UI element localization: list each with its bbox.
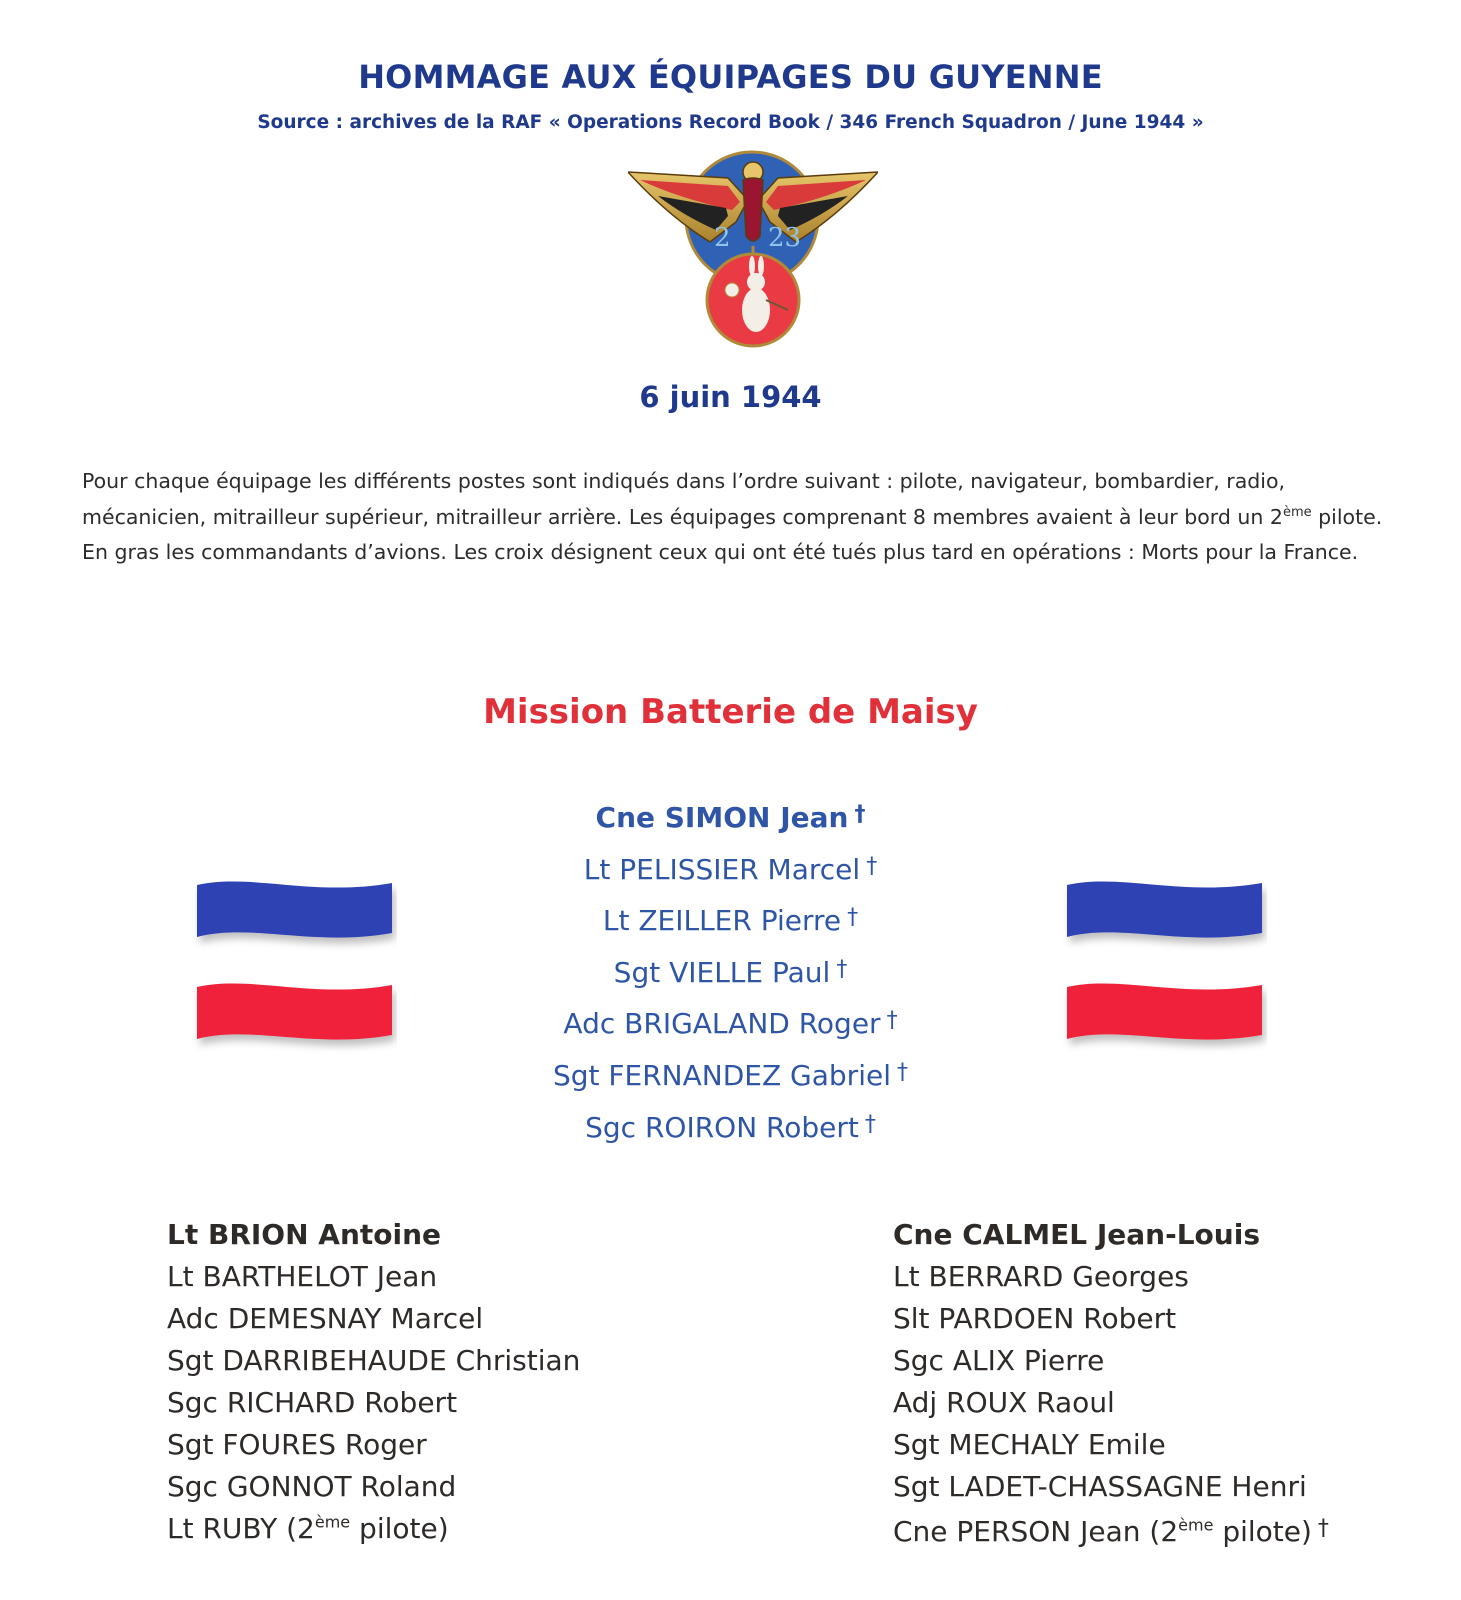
date-heading: 6 juin 1944 <box>639 380 822 414</box>
squadron-insignia-icon <box>628 150 878 350</box>
french-flag-icon <box>1062 875 1267 1055</box>
crew-member: Sgt VIELLE Paul † <box>613 955 848 989</box>
crew-member: Slt PARDOEN Robert <box>893 1302 1177 1335</box>
crew-member: Sgc RICHARD Robert <box>167 1386 458 1419</box>
crew-member: Lt BRION Antoine <box>167 1218 442 1251</box>
crew-member: Cne CALMEL Jean-Louis <box>893 1218 1260 1251</box>
crew-member: Lt BERRARD Georges <box>893 1260 1189 1293</box>
crew-member-second-pilot: Lt RUBY (2ème pilote) <box>167 1512 449 1545</box>
crew-member: Lt ZEILLER Pierre † <box>602 904 859 938</box>
cross-icon: † <box>896 1059 908 1085</box>
crew-member: Adc DEMESNAY Marcel <box>167 1302 484 1335</box>
crew-member: Sgc GONNOT Roland <box>167 1470 457 1503</box>
svg-text:2: 2 <box>714 223 731 253</box>
crew-member: Sgc ROIRON Robert † <box>585 1110 876 1144</box>
svg-text:23: 23 <box>768 223 802 253</box>
cross-icon: † <box>847 905 859 931</box>
crew-member: Adc BRIGALAND Roger † <box>563 1007 898 1041</box>
cross-icon: † <box>836 956 848 982</box>
crew-member: Lt BARTHELOT Jean <box>167 1260 438 1293</box>
crew-member-second-pilot: Cne PERSON Jean (2ème pilote) † <box>893 1515 1329 1548</box>
crew-member: Lt PELISSIER Marcel † <box>583 852 878 886</box>
cross-icon: † <box>886 1008 898 1034</box>
french-flag-icon <box>192 875 397 1055</box>
crew-member: Sgt DARRIBEHAUDE Christian <box>167 1344 581 1377</box>
crew-member: Sgt LADET-CHASSAGNE Henri <box>893 1470 1307 1503</box>
crew-member: Sgt FERNANDEZ Gabriel † <box>553 1058 908 1092</box>
cross-icon: † <box>866 853 878 879</box>
cross-icon: † <box>1317 1516 1329 1541</box>
cross-icon: † <box>864 1111 876 1137</box>
crew-member: Sgt MECHALY Emile <box>893 1428 1166 1461</box>
crew-member: Sgc ALIX Pierre <box>893 1344 1105 1377</box>
crew-list-right <box>893 1214 1461 1550</box>
mission-title: Mission Batterie de Maisy <box>483 692 978 732</box>
source-line: Source : archives de la RAF « Operations Record Book / 346 French Squadron / June 1944 » <box>257 112 1204 133</box>
crew-list-left <box>167 1214 767 1550</box>
crew-member: Sgt FOURES Roger <box>167 1428 427 1461</box>
crew-member: Adj ROUX Raoul <box>893 1386 1115 1419</box>
cross-icon: † <box>854 802 866 827</box>
page-title: HOMMAGE AUX ÉQUIPAGES DU GUYENNE <box>358 58 1103 96</box>
intro-paragraph: Pour chaque équipage les différents postes sont indiqués dans l’ordre suivant : pilote, navigateur, bombardier, radio, mécanicien, mitrailleur supérieur, mitrailleur arrière. Les équipages comprenant 8 membres avaient à leur bord un 2ème pilote. En gras les commandants d’avions. Les croix désignent ceux qui ont été tués plus tard en opérations : Morts pour la France. <box>82 469 1383 564</box>
crew-member: Cne SIMON Jean † <box>595 801 866 834</box>
